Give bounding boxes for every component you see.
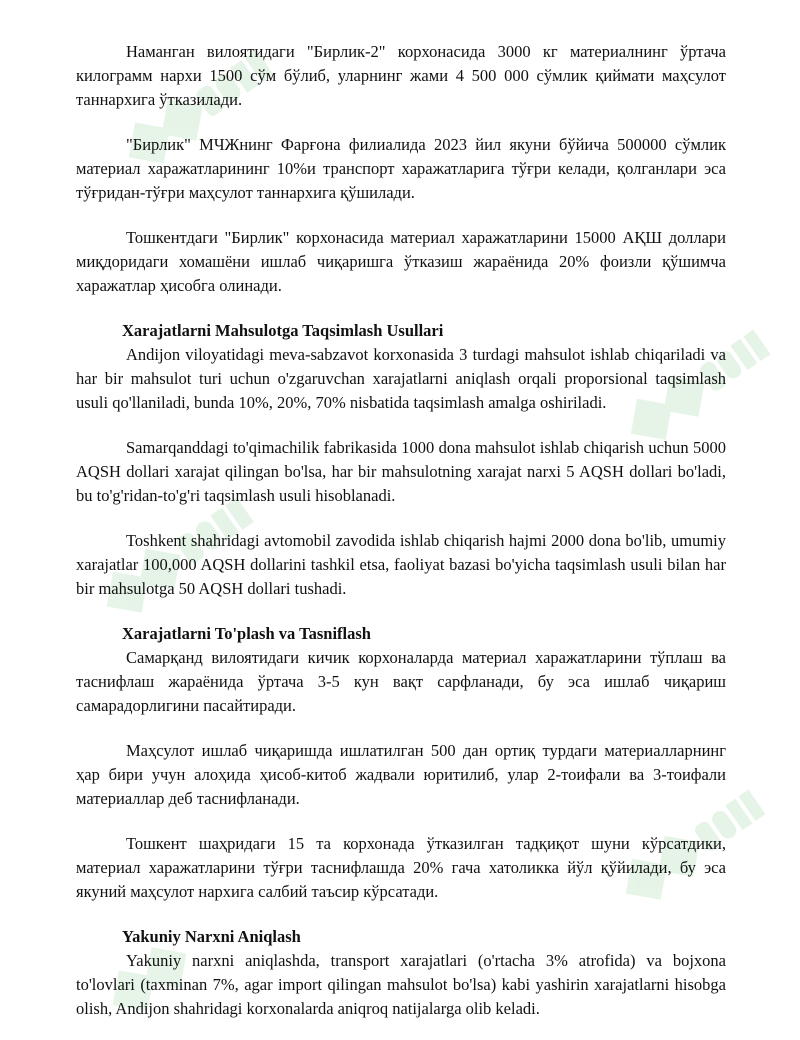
- section-heading: Yakuniy Narxni Aniqlash: [122, 927, 301, 946]
- paragraph: Samarqanddagi to'qimachilik fabrikasida 1000 dona mahsulot ishlab chiqarish uchun 5000 AQSH dollari xarajat qilingan bo'lsa, har bir mahsulotning xarajat narxi 5 AQSH dollari bo'ladi, bu to'g'ridan-to'g'ri taqsimlash usuli hisoblanadi.: [76, 438, 726, 505]
- section-heading: Xarajatlarni To'plash va Tasniflash: [122, 624, 371, 643]
- paragraph: Маҳсулот ишлаб чиқаришда ишлатилган 500 дан ортиқ турдаги материалларнинг ҳар бири учун алоҳида ҳисоб-китоб жадвали юритилиб, улар 2-тоифали ва 3-тоифали материаллар деб таснифланади.: [76, 741, 726, 808]
- section-intro: [76, 40, 726, 298]
- paragraph: Тошкентдаги "Бирлик" корхонасида материал харажатларини 15000 АҚШ доллари миқдоридаги хомашёни ишлаб чиқаришга ўтказиш жараёнида 20% фоизли қўшимча харажатлар ҳисобга олинади.: [76, 228, 726, 295]
- section-cost-allocation: [76, 319, 726, 601]
- paragraph: "Бирлик" МЧЖнинг Фарғона филиалида 2023 йил якуни бўйича 500000 сўмлик материал харажатларининг 10%и транспорт харажатларига тўғри келади, қолганлари эса тўғридан-тўғри маҳсулот таннархига қўшилади.: [76, 135, 726, 202]
- paragraph: Andijon viloyatidagi meva-sabzavot korxonasida 3 turdagi mahsulot ishlab chiqariladi va har bir mahsulot turi uchun o'zgaruvchan xarajatlarni aniqlash orqali proporsional taqsimlash usuli qo'llaniladi, bunda 10%, 20%, 70% nisbatida taqsimlash amalga oshiriladi.: [76, 345, 726, 412]
- paragraph: Yakuniy narxni aniqlashda, transport xarajatlari (o'rtacha 3% atrofida) va bojxona to'lovlari (taxminan 7%, agar import qilingan mahsulot bo'lsa) kabi yashirin xarajatlarni hisobga olish, Andijon shahridagi korxonalarda aniqroq natijalarga olib keladi.: [76, 951, 726, 1018]
- section-final-price: [76, 925, 726, 1021]
- paragraph: Самарқанд вилоятидаги кичик корхоналарда материал харажатларини тўплаш ва таснифлаш жараёнида ўртача 3-5 кун вақт сарфланади, бу эса ишлаб чиқариш самарадорлигини пасайтиради.: [76, 648, 726, 715]
- paragraph: Наманган вилоятидаги "Бирлик-2" корхонасида 3000 кг материалнинг ўртача килограмм нархи 1500 сўм бўлиб, уларнинг жами 4 500 000 сўмлик қиймати маҳсулот таннархига ўтказилади.: [76, 42, 726, 109]
- paragraph: Тошкент шаҳридаги 15 та корхонада ўтказилган тадқиқот шуни кўрсатдики, материал харажатларини тўғри таснифлашда 20% гача хатоликка йўл қўйилади, бу эса якуний маҳсулот нархига салбий таъсир кўрсатади.: [76, 834, 726, 901]
- paragraph: Toshkent shahridagi avtomobil zavodida ishlab chiqarish hajmi 2000 dona bo'lib, umumiy xarajatlar 100,000 AQSH dollarini tashkil etsa, faoliyat bazasi bo'yicha taqsimlash usuli bilan har bir mahsulotga 50 AQSH dollari tushadi.: [76, 531, 726, 598]
- section-heading: Xarajatlarni Mahsulotga Taqsimlash Usullari: [122, 321, 444, 340]
- section-cost-collection: [76, 622, 726, 904]
